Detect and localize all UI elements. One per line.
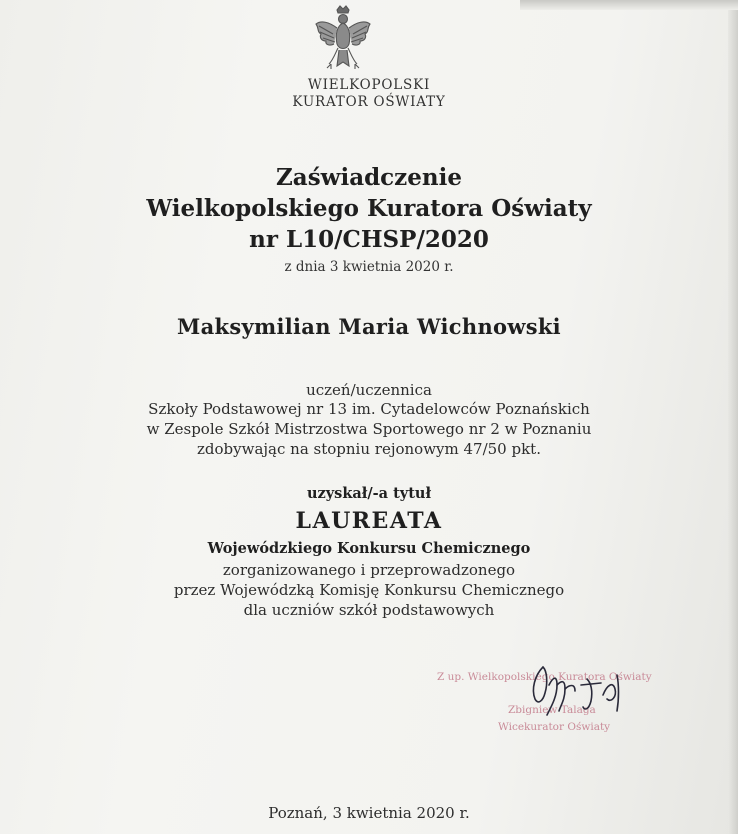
award-title: LAUREATA: [295, 508, 443, 534]
handwritten-signature: [505, 655, 655, 725]
issuer-title: Wielkopolskiego Kuratora Oświaty: [146, 195, 592, 222]
award-intro: uzyskał/-a tytuł: [306, 485, 432, 502]
score-text: zdobywając na stopniu rejonowym 47/50 pkt.: [197, 440, 541, 458]
office-name-line2: KURATOR OŚWIATY: [292, 94, 446, 110]
school-complex: w Zespole Szkół Mistrzostwa Sportowego nr 2 w Poznaniu: [146, 420, 592, 438]
paper-edge-top: [520, 0, 738, 10]
stamp-signatory-name: Zbigniew Talaga: [508, 704, 596, 716]
organizer-line3: dla uczniów szkół podstawowych: [243, 601, 495, 619]
document-title: Zaświadczenie: [276, 164, 462, 191]
issue-date: z dnia 3 kwietnia 2020 r.: [284, 259, 454, 275]
school-name: Szkoły Podstawowej nr 13 im. Cytadelowców Poznańskich: [148, 400, 590, 418]
office-name-line1: WIELKOPOLSKI: [307, 77, 431, 93]
competition-name: Wojewódzkiego Konkursu Chemicznego: [207, 540, 531, 557]
place-and-date: Poznań, 3 kwietnia 2020 r.: [268, 804, 470, 822]
polish-eagle-emblem: [313, 4, 373, 72]
organizer-line2: przez Wojewódzką Komisję Konkursu Chemicznego: [173, 581, 565, 599]
stamp-signatory-title: Wicekurator Oświaty: [498, 721, 611, 733]
stamp-authority: Z up. Wielkopolskiego Kuratora Oświaty: [437, 671, 652, 683]
student-role: uczeń/uczennica: [306, 381, 432, 399]
certificate-number: nr L10/CHSP/2020: [249, 226, 489, 253]
organizer-line1: zorganizowanego i przeprowadzonego: [222, 561, 516, 579]
recipient-name: Maksymilian Maria Wichnowski: [177, 314, 561, 339]
